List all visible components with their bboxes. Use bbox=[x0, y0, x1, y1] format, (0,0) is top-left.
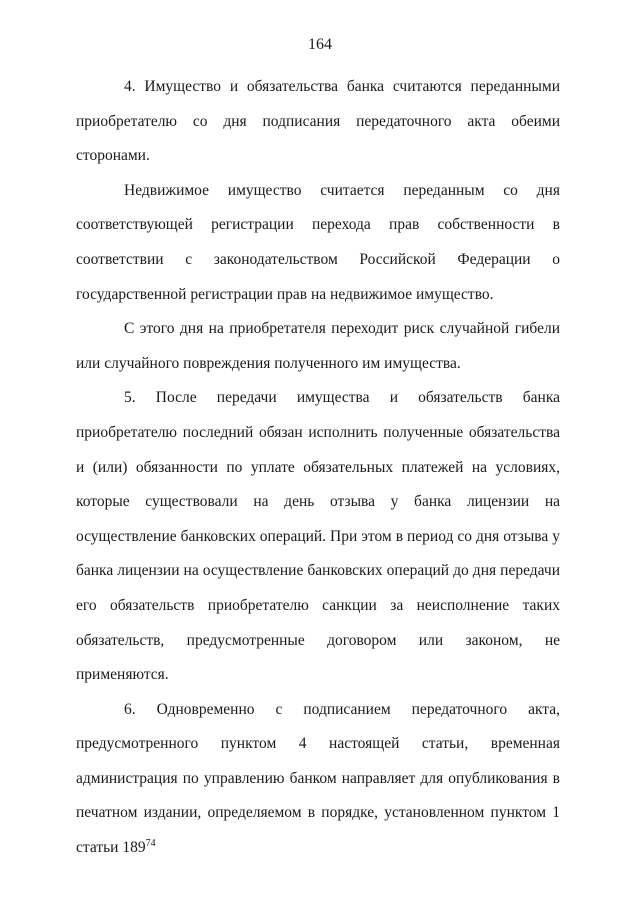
paragraph-risk: С этого дня на приобретателя переходит риск случайной гибели или случайного повреждения полученного им имущества. bbox=[76, 320, 560, 372]
page-number: 164 bbox=[308, 36, 332, 53]
document-body bbox=[76, 70, 560, 866]
paragraph-4: 4. Имущество и обязательства банка считаются переданными приобретателю со дня подписания передаточного акта обеими сторонами. bbox=[76, 78, 560, 165]
paragraph-real-estate: Недвижимое имущество считается переданным со дня соответствующей регистрации перехода прав собственности в соответствии с законодательством Российской Федерации о государственной регистрации прав на недвижимое имущество. bbox=[76, 181, 560, 303]
paragraph-6-text: 6. Одновременно с подписанием передаточного акта, предусмотренного пунктом 4 настоящей статьи, временная администрация по управлению банком направляет для опубликования в печатном издании, определяемом в порядке, установленном пунктом 1 статьи 189 bbox=[76, 700, 560, 857]
paragraph-5: 5. После передачи имущества и обязательств банка приобретателю последний обязан исполнить полученные обязательства и (или) обязанности по уплате обязательных платежей на условиях, которые существовали на день отзыва у банка лицензии на осуществление банковских операций. При этом в период со дня отзыва у банка лицензии на осуществление банковских операций до дня передачи его обязательств приобретателю санкции за неисполнение таких обязательств, предусмотренные договором или законом, не применяются. bbox=[76, 389, 560, 684]
paragraph-6 bbox=[76, 693, 560, 866]
footnote-ref: 74 bbox=[145, 838, 156, 850]
